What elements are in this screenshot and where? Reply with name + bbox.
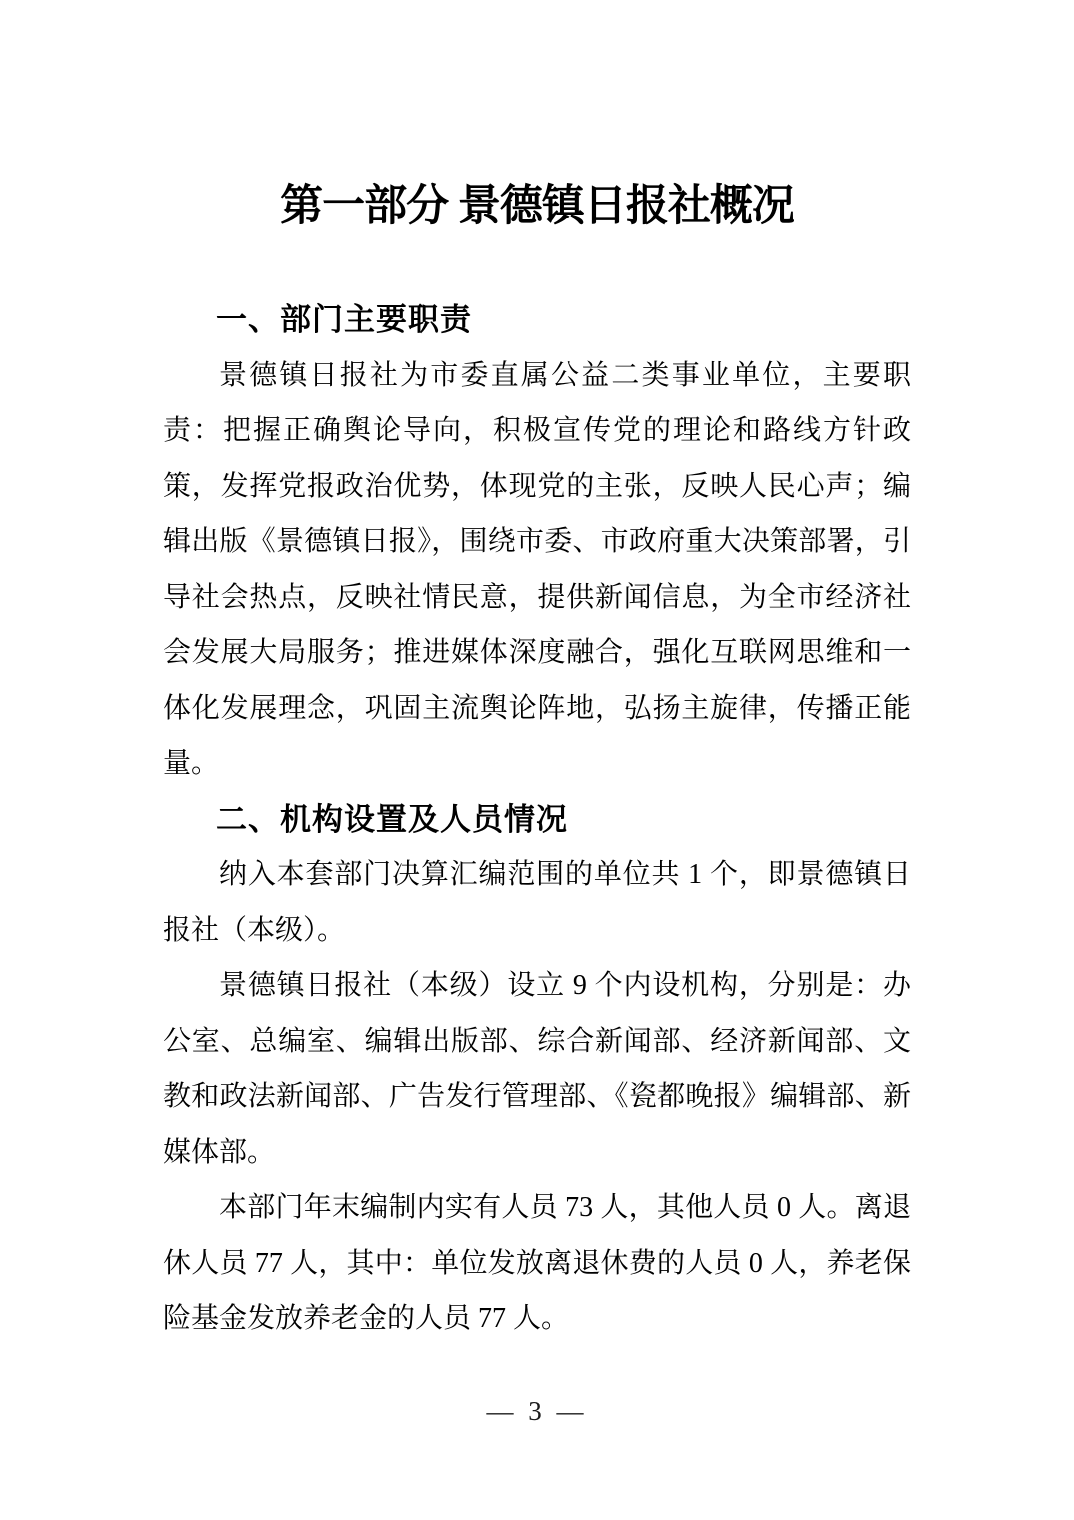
section-2-paragraph-staff-counts: 本部门年末编制内实有人员 73 人，其他人员 0 人。离退休人员 77 人，其中：单位发放离退休费的人员 0 人，养老保险基金发放养老金的人员 77 人。 xyxy=(163,1192,911,1334)
section-2-heading: 二、机构设置及人员情况 xyxy=(216,801,568,837)
page-number: — 3 — xyxy=(486,1396,588,1426)
document-body xyxy=(163,292,911,1347)
section-1-paragraph-duties: 景德镇日报社为市委直属公益二类事业单位，主要职责：把握正确舆论导向，积极宣传党的理论和路线方针政策，发挥党报政治优势，体现党的主张，反映人民心声；编辑出版《景德镇日报》，围绕市委、市政府重大决策部署，引导社会热点，反映社情民意，提供新闻信息，为全市经济社会发展大局服务；推进媒体深度融合，强化互联网思维和一体化发展理念，巩固主流舆论阵地，弘扬主旋律，传播正能量。 xyxy=(163,359,911,779)
section-2-paragraph-units: 纳入本套部门决算汇编范围的单位共 1 个，即景德镇日报社（本级）。 xyxy=(163,859,911,946)
document-title: 第一部分 景德镇日报社概况 xyxy=(280,183,794,230)
section-1-heading: 一、部门主要职责 xyxy=(216,302,472,337)
section-2-paragraph-departments: 景德镇日报社（本级）设立 9 个内设机构，分别是：办公室、总编室、编辑出版部、综合新闻部、经济新闻部、文教和政法新闻部、广告发行管理部、《瓷都晚报》编辑部、新媒体部。 xyxy=(163,970,911,1168)
